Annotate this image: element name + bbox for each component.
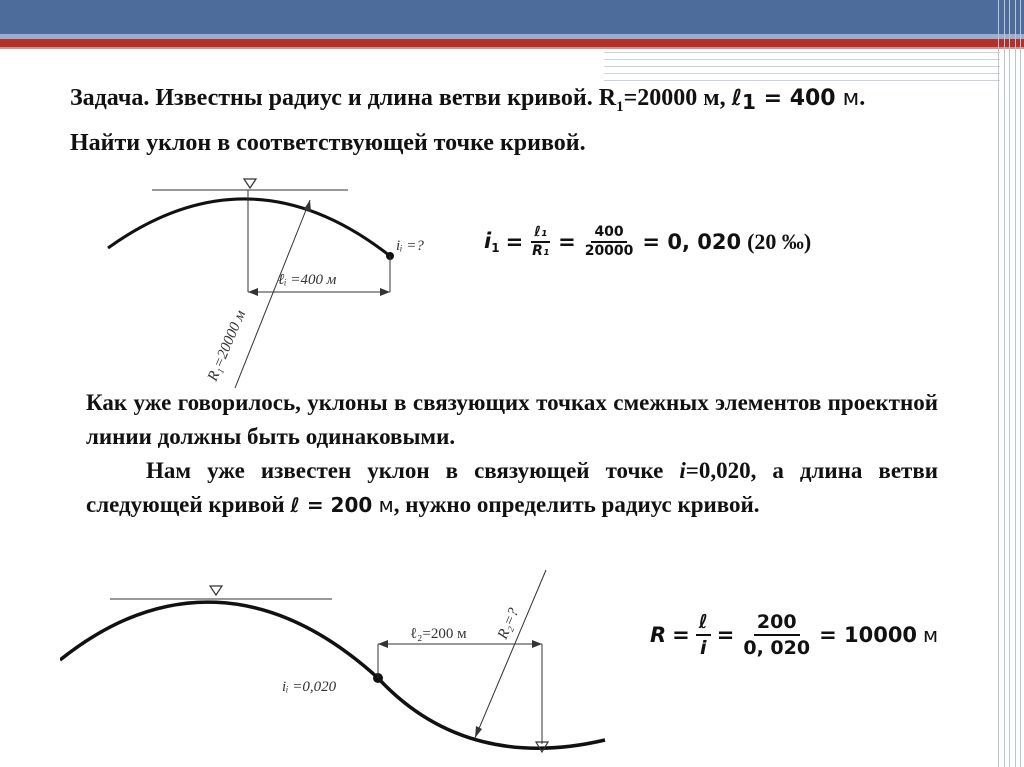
header-accent-band-light [0,47,1024,49]
radius-arrow-icon-2 [475,726,482,738]
r-subscript: 1 [616,98,624,115]
radius-label-2: R₂=? [494,605,523,642]
problem-text-1b: =20000 м, [623,85,732,111]
equals-sign: = [505,230,524,254]
curve-diagram-2 [60,560,640,760]
formula2-lhs: R [650,623,667,647]
header-band [0,0,1024,34]
problem-unit: м [835,86,860,111]
equals-sign-2: = [558,230,576,254]
paragraph-1: Как уже говорилось, уклоны в связующих точках смежных элементов проектной линии должны быть одинаковыми. [86,390,938,449]
junction-slope-label: iᵢ =0,020 [282,679,337,695]
problem-statement [70,80,940,161]
length-label: ℓᵢ =400 м [278,272,337,288]
radius-result: = 10000 [819,623,918,647]
ell-symbol: ℓ [731,86,743,111]
length-label-2: ℓ₂=200 м [410,626,467,642]
problem-text-1: Задача. Известны радиус и длина ветви кривой. R [70,85,617,111]
paragraph-2: Нам уже известен уклон в связующей точке i=0,020, а длина ветви следующей кривой ℓ = 200 м, нужно определить радиус кривой. [86,458,939,517]
slope-result: = 0, 020 [642,230,742,254]
equals-sign-4: = [716,623,735,647]
curve-diagram-1 [100,168,460,394]
apex-marker-icon [244,179,256,188]
arrow-right-icon [380,288,390,296]
arrow-left-icon [248,288,258,296]
inline-formula-l: ℓ = 200 [290,493,373,517]
radius-label: R₁=20000 м [204,307,250,384]
ell-subscript: 1 [742,90,756,114]
radius-unit: м [923,623,939,647]
fraction-l-over-i: $\frac{\text{ℓ}}{i}$ [696,610,711,660]
fraction-200-over-0020: $\frac{200}{0, 020}$ [743,611,811,659]
crest-marker-icon [210,586,222,595]
problem-value-400: = 400 [755,86,836,111]
arrow-right-icon-2 [532,640,542,648]
vertical-curve [108,199,390,256]
explanation-paragraph [86,386,938,522]
arrow-left-icon-2 [378,640,388,648]
radius-line [235,200,310,388]
point-label: iᵢ =? [396,238,424,254]
decorative-side-stripes [996,0,1024,767]
equals-sign-3: = [672,623,690,647]
fraction-400-over-20000: $\frac{400}{20000}$ [584,224,634,259]
slope-permille: (20 ‰) [747,229,812,254]
radius-formula [650,610,938,660]
radius-line-2 [475,570,546,738]
fraction-l-over-r: $\frac{\text{ℓ₁}}{\text{R₁}}$ [532,224,550,259]
slope-formula [484,224,811,260]
formula1-lhs: $i_1$ [484,229,500,255]
problem-text-2: . Найти уклон в соответствующей точке кривой. [70,85,866,156]
header-accent-band [0,39,1024,47]
